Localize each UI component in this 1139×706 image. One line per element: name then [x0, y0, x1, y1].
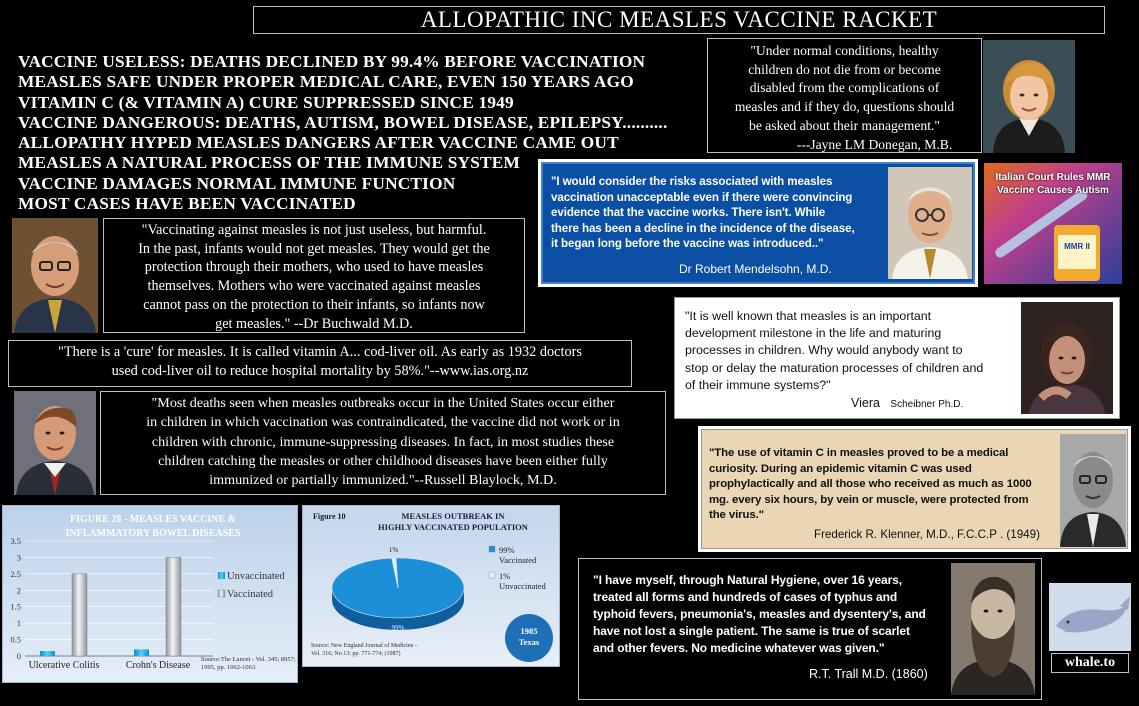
legend-label: Unvaccinated — [227, 571, 285, 582]
vial-label: MMR II — [1064, 242, 1090, 251]
legend-swatch — [218, 590, 225, 597]
trall-card — [578, 558, 1042, 700]
bar — [134, 649, 149, 656]
mendelsohn-quote — [551, 174, 891, 252]
quote-line: immunized or partially immunized."--Russell Blaylock, M.D. — [209, 472, 557, 489]
legend-label: Vaccinated — [227, 589, 274, 600]
legend-label: 1% — [499, 571, 511, 581]
quote-line: vaccination unacceptable even if there were convincing — [551, 190, 853, 204]
y-tick-label: 3 — [16, 552, 21, 563]
quote-line: prophylactically and all those who received as much as 1000 — [709, 478, 1032, 490]
quote-line: used cod-liver oil to reduce hospital mortality by 58%."--www.ias.org.nz — [111, 362, 529, 379]
badge-year: 1985 — [520, 626, 538, 636]
chart-title: INFLAMMATORY BOWEL DISEASES — [65, 528, 241, 539]
klenner-photo — [1060, 434, 1126, 547]
scheibner-quote — [685, 308, 1025, 394]
trall-photo — [951, 563, 1035, 695]
scheibner-card — [674, 297, 1120, 419]
quote-line: In the past, infants would not get measles. They would get the — [138, 240, 490, 257]
y-tick-label: 0 — [16, 651, 21, 661]
chart-title: FIGURE 28 - MEASLES VACCINE & — [69, 514, 237, 525]
quote-line: "Most deaths seen when measles outbreaks occur in the United States occur either — [151, 395, 615, 411]
quote-author: ---Jayne LM Donegan, M.B. — [796, 136, 953, 152]
whale-icon — [1050, 584, 1131, 651]
claim-line: MEASLES A NATURAL PROCESS OF THE IMMUNE SYSTEM — [18, 153, 520, 173]
claim-line: VACCINE USELESS: DEATHS DECLINED BY 99.4% BEFORE VACCINATION — [18, 52, 646, 71]
figure-number: Figure 10 — [313, 512, 346, 521]
logo-label[interactable]: whale.to — [1051, 653, 1129, 673]
portrait-woman-icon — [983, 40, 1075, 153]
klenner-quote — [709, 446, 1059, 524]
claim-line: VITAMIN C (& VITAMIN A) CURE SUPPRESSED SINCE 1949 — [18, 92, 514, 112]
x-tick-label: Crohn's Disease — [125, 660, 191, 671]
claim-line: MOST CASES HAVE BEEN VACCINATED — [18, 194, 356, 214]
mendelsohn-photo — [888, 167, 972, 279]
italian-headline — [984, 171, 1122, 197]
quote-line: evidence that the vaccine works. There isn't. While — [551, 206, 826, 220]
legend-label: Unvaccinated — [499, 581, 546, 591]
portrait-old-man-icon — [1060, 434, 1126, 547]
author-first-name: Viera — [851, 396, 880, 410]
legend-label: Vaccinated — [499, 555, 537, 565]
legend-label: 99% — [499, 545, 515, 555]
chart-source: Source: New England Journal of Medicine - — [311, 643, 417, 649]
quote-line: children do not die from or become — [748, 61, 941, 77]
donegan-photo — [983, 40, 1075, 153]
scheibner-photo — [1021, 302, 1113, 414]
quote-line: "I have myself, through Natural Hygiene, over 16 years, — [593, 573, 902, 587]
claim-line: VACCINE DANGEROUS: DEATHS, AUTISM, BOWEL DISEASE, EPILEPSY.......... — [18, 112, 668, 132]
claim-line: VACCINE DAMAGES NORMAL IMMUNE FUNCTION — [18, 173, 456, 193]
chart-title: MEASLES OUTBREAK IN — [401, 511, 505, 521]
quote-author — [851, 394, 963, 412]
quote-line: of their immune systems?" — [685, 377, 831, 392]
y-tick-label: 0.5 — [10, 634, 21, 645]
legend-swatch — [218, 572, 225, 579]
quote-line: and other fevers. No medicine whatever was given." — [593, 641, 885, 655]
quote-line: children catching the measles or other childhood diseases have been either fully — [158, 452, 608, 469]
slice-label: 1% — [388, 546, 399, 555]
headline-line: Vaccine Causes Autism — [997, 185, 1109, 196]
vitamin-a-quote — [8, 340, 632, 387]
quote-author: Frederick R. Klenner, M.D., F.C.C.P . (1949) — [814, 528, 1040, 541]
portrait-doctor-icon — [888, 167, 972, 279]
quote-line: "The use of vitamin C in measles proved to be a medical — [709, 447, 1009, 459]
mendelsohn-card — [538, 159, 978, 287]
quote-line: be asked about their management." — [749, 117, 940, 133]
x-tick-label: Ulcerative Colitis — [28, 660, 100, 671]
quote-line: children with chronic, immune-suppressing diseases. In fact, in most studies these — [151, 433, 615, 450]
figure-28-chart — [2, 505, 298, 683]
pie-chart — [303, 506, 560, 667]
quote-line: in children in which vaccination was contraindicated, the vaccine did not work or in — [146, 414, 620, 431]
author-last-name: Scheibner Ph.D. — [890, 399, 964, 410]
y-tick-label: 1 — [16, 618, 21, 629]
quote-line: mg. every six hours, by vein or muscle, were protected from — [709, 493, 1029, 506]
legend-swatch — [489, 572, 495, 578]
headline-line: Italian Court Rules MMR — [995, 172, 1111, 183]
quote-line: themselves. Mothers who were vaccinated against measles — [147, 278, 481, 295]
quote-line: "Under normal conditions, healthy — [750, 43, 939, 58]
y-tick-label: 2 — [16, 585, 21, 596]
legend-swatch — [489, 546, 495, 552]
quote-line: "There is a 'cure' for measles. It is called vitamin A... cod-liver oil. As early as 1932 doctors — [58, 344, 582, 360]
portrait-bearded-man-icon — [951, 563, 1035, 695]
quote-line: cannot pass on the protection to their infants, so infants now — [143, 296, 485, 313]
bar — [166, 557, 181, 656]
quote-line: "It is well known that measles is an important — [685, 309, 932, 323]
quote-author: R.T. Trall M.D. (1860) — [809, 667, 928, 681]
buchwald-quote — [103, 218, 525, 333]
quote-line: get measles." --Dr Buchwald M.D. — [215, 315, 413, 332]
klenner-card — [698, 426, 1131, 552]
quote-line: processes in children. Why would anybody want to — [685, 343, 963, 358]
y-tick-label: 2.5 — [10, 568, 21, 579]
bar — [40, 651, 55, 656]
quote-line: there has been a decline in the incidence of the disease, — [551, 221, 855, 235]
chart-source: Vol. 316; No.13; pp. 771-774; (1987) — [311, 651, 401, 657]
page-title: ALLOPATHIC INC MEASLES VACCINE RACKET — [253, 6, 1105, 34]
quote-line: it began long before the vaccine was introduced.." — [551, 237, 824, 251]
chart-title: HIGHLY VACCINATED POPULATION — [378, 522, 528, 532]
y-tick-label: 3.5 — [10, 536, 21, 546]
quote-line: measles and if they do, questions should — [734, 99, 955, 115]
italian-court-image — [984, 163, 1122, 284]
quote-author: Dr Robert Mendelsohn, M.D. — [679, 262, 832, 276]
portrait-woman-icon — [1021, 302, 1113, 414]
blaylock-photo — [14, 391, 96, 495]
bar — [72, 574, 87, 656]
buchwald-photo — [12, 218, 98, 333]
claim-line: ALLOPATHY HYPED MEASLES DANGERS AFTER VACCINE CAME OUT — [18, 133, 619, 153]
y-tick-label: 1.5 — [10, 601, 21, 612]
badge-place: Texas — [518, 637, 540, 647]
claim-line: MEASLES SAFE UNDER PROPER MEDICAL CARE, EVEN 150 YEARS AGO — [18, 72, 634, 92]
quote-line: the virus." — [709, 509, 764, 521]
figure-10-chart — [302, 505, 560, 667]
portrait-man-icon — [14, 391, 96, 495]
donegan-quote — [707, 38, 982, 153]
quote-line: curiosity. During an epidemic vitamin C was used — [709, 462, 972, 475]
quote-line: development milestone in the life and maturing — [685, 326, 942, 341]
quote-line: stop or delay the maturation processes of children and — [685, 360, 984, 375]
quote-line: disabled from the complications of — [749, 80, 940, 96]
blaylock-quote — [100, 391, 666, 495]
quote-line: typhoid fevers, pneumonia's, measles and dysentery's, and — [593, 607, 926, 621]
quote-line: "Vaccinating against measles is not just useless, but harmful. — [141, 222, 487, 238]
quote-line: "I would consider the risks associated with measles — [551, 175, 833, 188]
whale-to-logo[interactable] — [1047, 583, 1133, 675]
quote-line: treated all forms and hundreds of cases of typhus and — [593, 590, 898, 604]
slice-label: 99% — [391, 624, 405, 632]
portrait-old-man-icon — [12, 218, 98, 333]
trall-quote — [593, 572, 953, 657]
whale-image — [1049, 583, 1131, 651]
quote-line: protection through their mothers, who used to have measles — [144, 259, 484, 276]
chart-source: Source:The Lancet - Vol. 345; 8957; 1995, pp. 1062-1063. — [201, 656, 296, 671]
quote-line: have not lost a single patient. The same is true of scarlet — [593, 624, 910, 638]
